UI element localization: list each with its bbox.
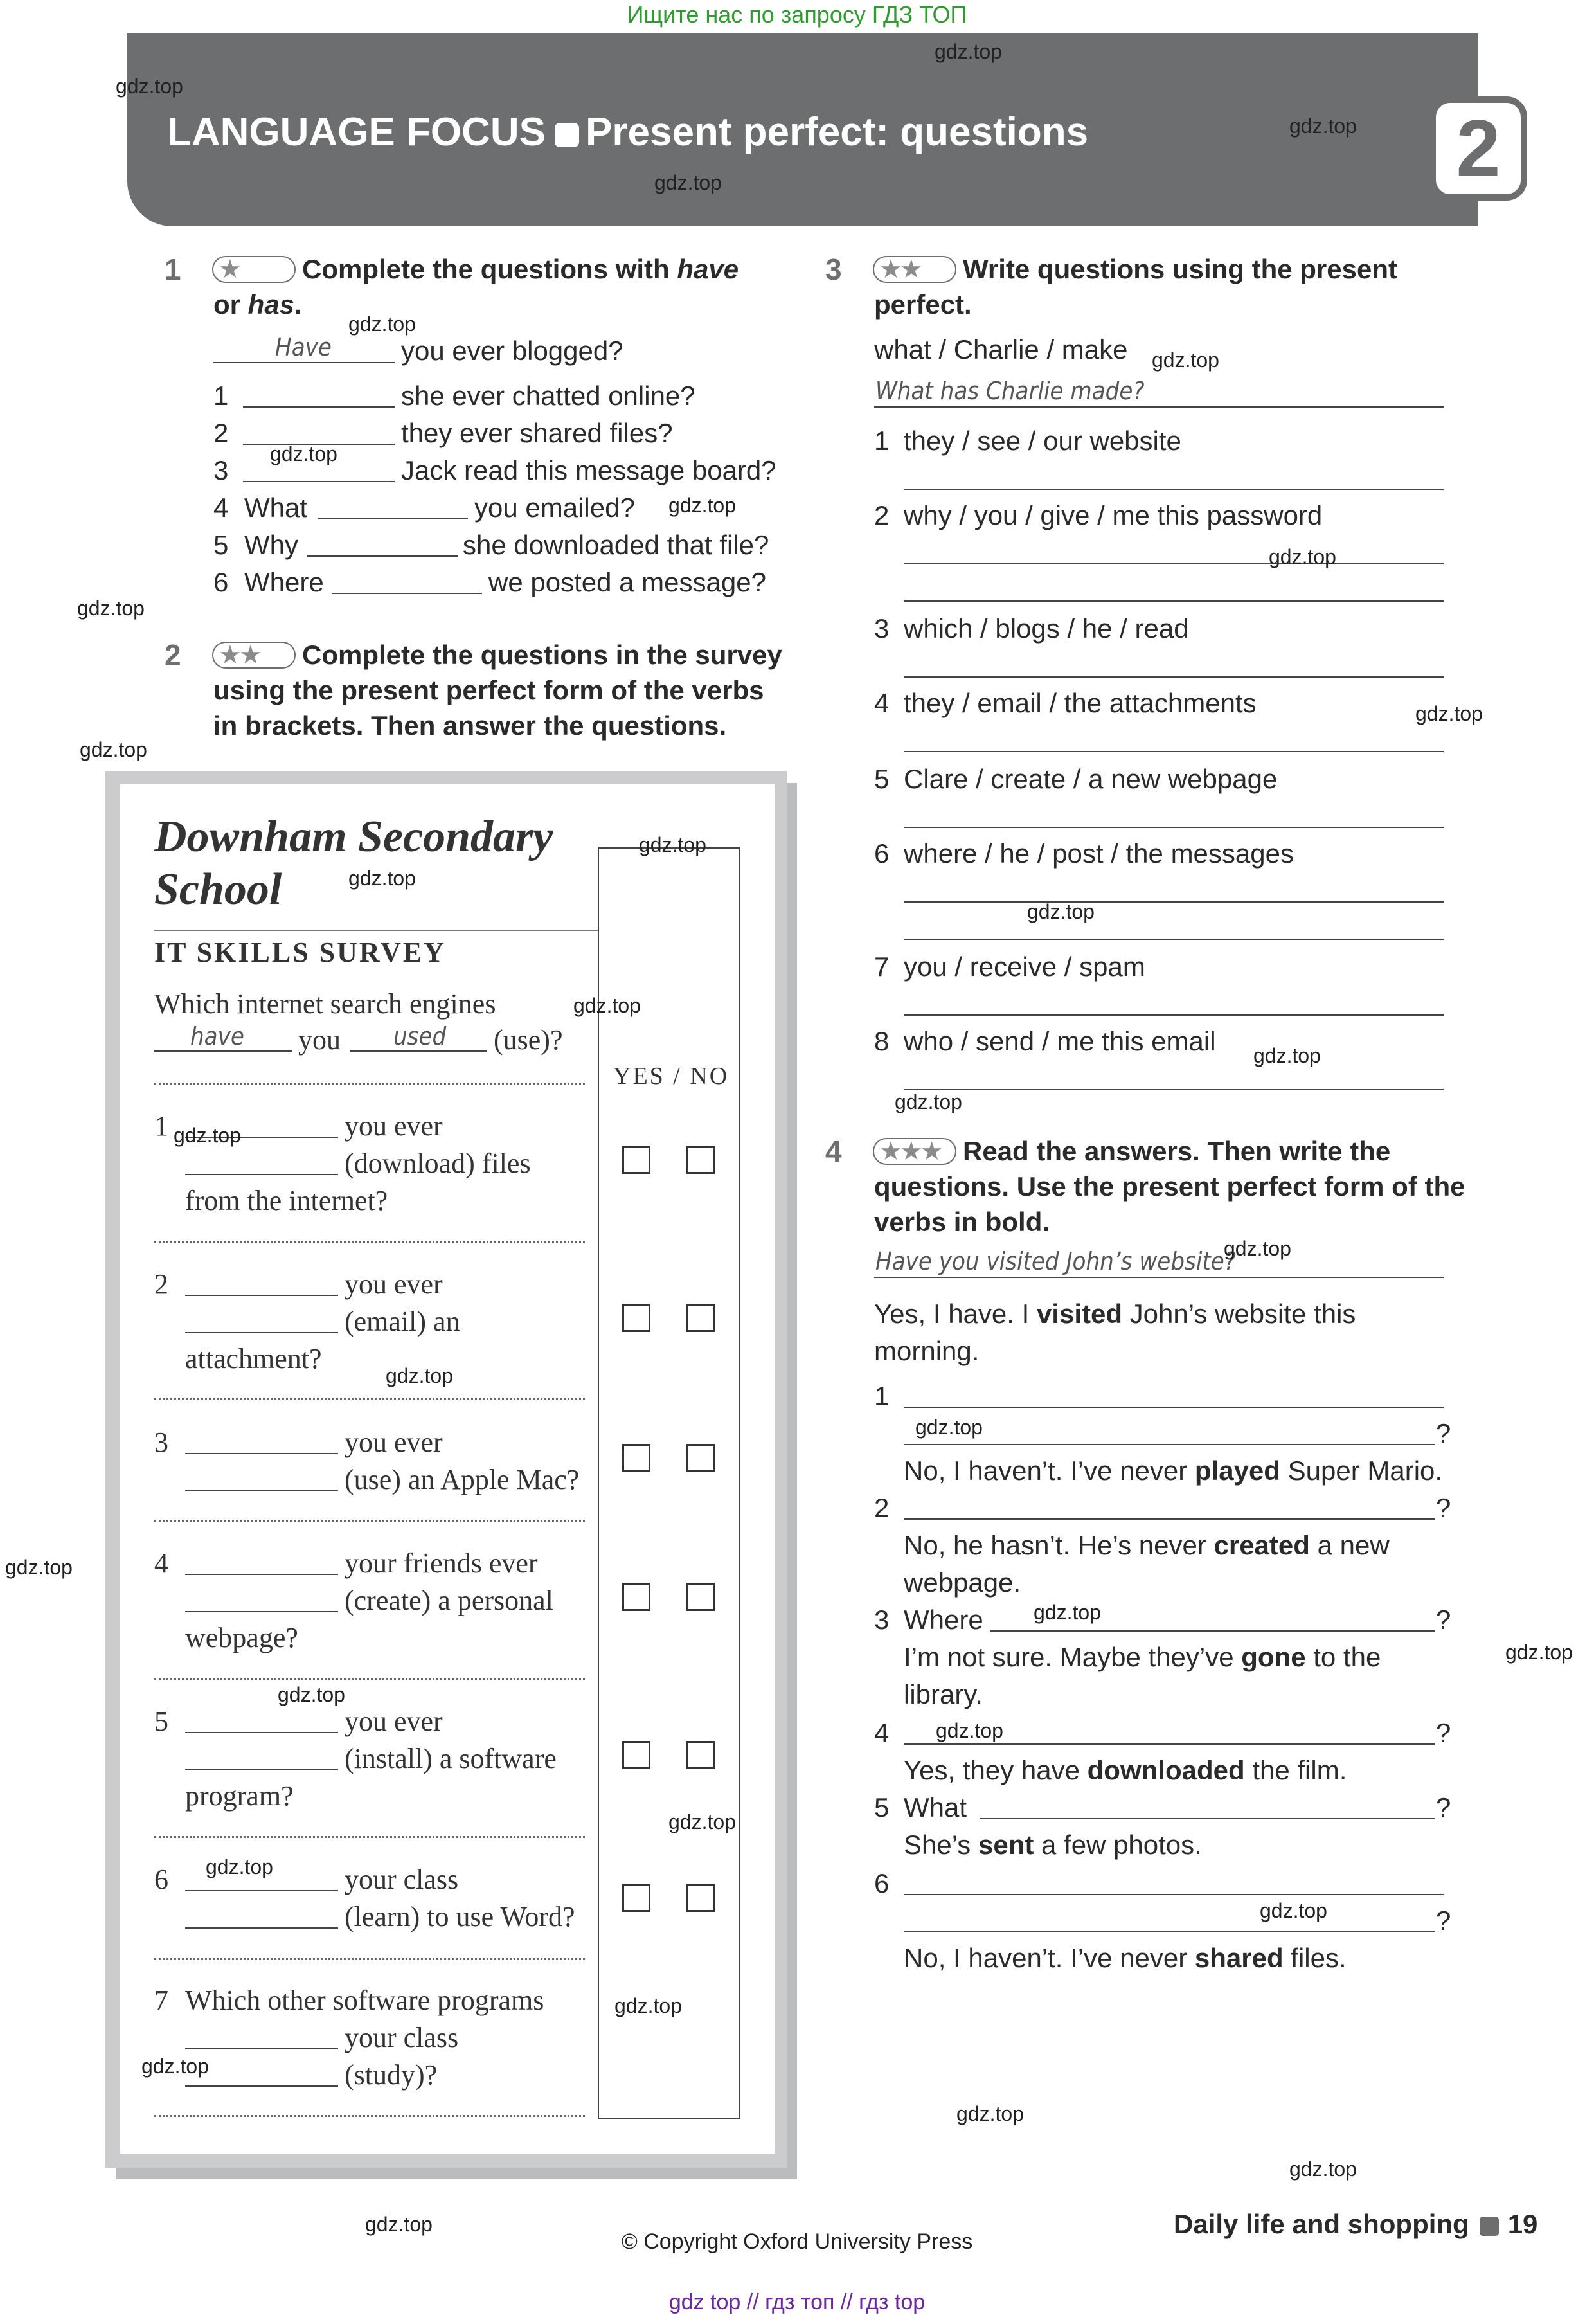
- copyright-notice: © Copyright Oxford University Press: [621, 2229, 973, 2254]
- answer-line[interactable]: [185, 1732, 338, 1733]
- item-number: 2: [154, 1268, 168, 1300]
- example-response-2: morning.: [874, 1336, 980, 1366]
- prompt-text: who / send / me this email: [904, 1026, 1216, 1056]
- no-checkbox[interactable]: [686, 1304, 715, 1332]
- star-icon: ★: [219, 255, 239, 284]
- survey-text: you ever: [345, 1268, 443, 1300]
- item-number: 6: [874, 1868, 890, 1898]
- survey-text: (learn) to use Word?: [345, 1901, 575, 1932]
- answer-line[interactable]: [185, 1574, 338, 1575]
- example-prompt: what / Charlie / make: [874, 334, 1128, 365]
- watermark: gdz.top: [639, 833, 706, 856]
- star-icon: ★★★: [879, 1137, 941, 1166]
- watermark: gdz.top: [80, 738, 147, 761]
- yes-checkbox[interactable]: [622, 1146, 650, 1174]
- answer-line[interactable]: [904, 901, 1444, 903]
- survey-text: program?: [185, 1780, 294, 1812]
- item-number: 8: [874, 1026, 890, 1056]
- watermark: gdz.top: [348, 312, 416, 336]
- difficulty-stars-4: [873, 1138, 956, 1165]
- answer-line[interactable]: [904, 1518, 1435, 1520]
- yes-checkbox[interactable]: [622, 1884, 650, 1912]
- dotted-divider: [154, 1836, 585, 1838]
- answer-line[interactable]: [185, 2048, 338, 2049]
- answer-line[interactable]: [185, 1174, 338, 1175]
- item-number: 4: [154, 1547, 168, 1579]
- survey-text: your class: [345, 2022, 459, 2053]
- item-number: 3: [874, 1605, 890, 1635]
- watermark: gdz.top: [1034, 1601, 1101, 1624]
- answer-line[interactable]: [904, 1931, 1435, 1932]
- exercise-2-instruction-2: using the present perfect form of the verbs: [213, 675, 764, 705]
- exercise-1-number: 1: [165, 253, 181, 286]
- prompt-text: they / see / our website: [904, 426, 1181, 456]
- survey-text: Which other software programs: [185, 1985, 544, 2016]
- unit-number-tab: 2: [1429, 96, 1527, 201]
- bullet-square-icon: [555, 123, 579, 147]
- survey-text: webpage?: [185, 1622, 298, 1653]
- answer-line[interactable]: [904, 489, 1444, 490]
- answer-line[interactable]: [904, 827, 1444, 828]
- item-number: 5: [154, 1706, 168, 1737]
- dotted-divider: [154, 1083, 585, 1085]
- answer-line[interactable]: [350, 1050, 487, 1052]
- survey-text: (use)?: [494, 1024, 563, 1056]
- watermark: gdz.top: [1289, 2157, 1357, 2181]
- answer-line[interactable]: [185, 1490, 338, 1491]
- answer-line[interactable]: [154, 1050, 292, 1052]
- answer-line[interactable]: [980, 1818, 1435, 1819]
- question-word: What: [244, 492, 308, 523]
- survey-text: (create) a personal: [345, 1585, 553, 1616]
- watermark: gdz.top: [77, 597, 145, 620]
- answer-line[interactable]: [904, 676, 1444, 678]
- yes-checkbox[interactable]: [622, 1444, 650, 1472]
- answer-line[interactable]: [990, 1630, 1435, 1632]
- survey-text: you ever: [345, 1706, 443, 1737]
- exercise-1-instruction: Complete the questions with have: [302, 254, 739, 284]
- watermark: gdz.top: [1224, 1237, 1291, 1260]
- exercise-4-instruction: Read the answers. Then write the: [963, 1136, 1391, 1166]
- answer-line[interactable]: [904, 939, 1444, 940]
- dotted-divider: [154, 1678, 585, 1680]
- watermark: gdz.top: [278, 1683, 345, 1706]
- exercise-4-number: 4: [825, 1135, 842, 1168]
- answer-line[interactable]: [874, 406, 1444, 408]
- watermark: gdz.top: [1253, 1044, 1321, 1067]
- survey-text: (install) a software: [345, 1743, 557, 1774]
- item-number: 7: [154, 1985, 168, 2016]
- question-text: she downloaded that file?: [463, 530, 769, 560]
- answer-line[interactable]: [904, 1444, 1435, 1445]
- survey-text: attachment?: [185, 1343, 322, 1374]
- item-number: 6: [213, 567, 229, 597]
- answer-line[interactable]: [213, 362, 395, 363]
- survey-text: (email) an: [345, 1306, 460, 1337]
- item-number: 5: [874, 1792, 890, 1823]
- prompt-text: why / you / give / me this password: [904, 500, 1323, 530]
- watermark: gdz.top: [573, 994, 641, 1017]
- watermark: gdz.top: [1260, 1899, 1327, 1922]
- dotted-divider: [154, 2115, 585, 2117]
- question-word: Where: [904, 1605, 983, 1635]
- no-checkbox[interactable]: [686, 1741, 715, 1769]
- survey-text: you: [298, 1024, 341, 1056]
- watermark: gdz.top: [935, 40, 1002, 63]
- prompt-text: they / email / the attachments: [904, 688, 1257, 718]
- response-text: No, I haven’t. I’ve never shared files.: [904, 1943, 1347, 1973]
- dotted-divider: [154, 1241, 585, 1243]
- exercise-3-number: 3: [825, 253, 842, 286]
- item-number: 6: [874, 838, 890, 869]
- survey-text: (study)?: [345, 2059, 438, 2091]
- exercise-4-instruction-2: questions. Use the present perfect form of the: [874, 1171, 1465, 1202]
- item-number: 5: [874, 764, 890, 794]
- no-checkbox[interactable]: [686, 1444, 715, 1472]
- example-answer: What has Charlie made?: [875, 377, 1145, 405]
- item-number: 1: [874, 1381, 890, 1411]
- yes-checkbox[interactable]: [622, 1741, 650, 1769]
- survey-text: you ever: [345, 1427, 443, 1458]
- prompt-text: which / blogs / he / read: [904, 613, 1189, 644]
- watermark: gdz.top: [386, 1364, 453, 1387]
- watermark: gdz.top: [1269, 545, 1336, 568]
- question-word: Why: [244, 530, 298, 560]
- watermark: gdz.top: [895, 1090, 962, 1113]
- item-number: 4: [874, 1718, 890, 1748]
- watermark: gdz.top: [1027, 900, 1095, 923]
- answer-line[interactable]: [243, 406, 395, 408]
- watermark: gdz.top: [915, 1416, 983, 1439]
- difficulty-stars-1: [212, 256, 296, 283]
- no-checkbox[interactable]: [686, 1146, 715, 1174]
- section-label: LANGUAGE FOCUS: [167, 110, 546, 154]
- difficulty-stars-2: [212, 642, 296, 669]
- example-answer: used: [393, 1022, 447, 1050]
- exercise-2-instruction: Complete the questions in the survey: [302, 640, 782, 670]
- survey-title-2: School: [154, 865, 282, 914]
- answer-line[interactable]: [243, 481, 395, 482]
- page-number: 19: [1507, 2209, 1538, 2239]
- answer-line[interactable]: [904, 1407, 1444, 1408]
- survey-text: you ever: [345, 1110, 443, 1142]
- answer-line[interactable]: [185, 1453, 338, 1454]
- prompt-text: where / he / post / the messages: [904, 838, 1294, 869]
- footer-section: Daily life and shopping 19: [1174, 2209, 1538, 2239]
- item-number: 1: [874, 426, 890, 456]
- dotted-divider: [154, 1520, 585, 1522]
- watermark: gdz.top: [668, 494, 736, 517]
- answer-line[interactable]: [874, 1277, 1444, 1278]
- response-text-2: library.: [904, 1679, 983, 1709]
- survey-text: (use) an Apple Mac?: [345, 1464, 580, 1495]
- answer-line[interactable]: [904, 600, 1444, 602]
- yes-checkbox[interactable]: [622, 1583, 650, 1611]
- watermark: gdz.top: [206, 1855, 273, 1878]
- exercise-3-instruction-2: perfect.: [874, 289, 972, 320]
- response-text: I’m not sure. Maybe they’ve gone to the: [904, 1642, 1381, 1672]
- example-answer: have: [190, 1022, 244, 1050]
- question-mark: ?: [1436, 1718, 1451, 1748]
- answer-line[interactable]: [185, 1332, 338, 1333]
- prompt-text: Clare / create / a new webpage: [904, 764, 1278, 794]
- question-mark: ?: [1436, 1418, 1451, 1448]
- exercise-1-instruction-2: or has.: [213, 289, 302, 320]
- answer-line[interactable]: [318, 518, 468, 519]
- question-word: What: [904, 1792, 967, 1823]
- answer-line[interactable]: [904, 1743, 1435, 1745]
- watermark: gdz.top: [141, 2055, 209, 2078]
- watermark: gdz.top: [956, 2102, 1024, 2125]
- topic-label: Present perfect: questions: [586, 110, 1089, 154]
- item-number: 1: [213, 381, 229, 411]
- survey-example-question: Which internet search engines: [154, 988, 496, 1020]
- question-mark: ?: [1436, 1493, 1451, 1523]
- page-title: [167, 109, 1088, 155]
- example-answer: Have: [275, 333, 332, 361]
- no-checkbox[interactable]: [686, 1884, 715, 1912]
- answer-line[interactable]: [185, 2085, 338, 2087]
- difficulty-stars-3: [873, 256, 956, 283]
- exercise-2-number: 2: [165, 638, 181, 672]
- response-text: No, I haven’t. I’ve never played Super Mario.: [904, 1455, 1443, 1486]
- question-text: she ever chatted online?: [401, 381, 695, 411]
- item-number: 3: [213, 455, 229, 485]
- question-text: Jack read this message board?: [401, 455, 776, 485]
- survey-title: Downham Secondary: [154, 812, 553, 861]
- item-number: 2: [874, 1493, 890, 1523]
- watermark: gdz.top: [1152, 348, 1219, 372]
- watermark: gdz.top: [936, 1719, 1003, 1742]
- survey-text: (download) files: [345, 1148, 531, 1179]
- answer-line[interactable]: [904, 1894, 1444, 1895]
- answer-line[interactable]: [332, 593, 482, 594]
- response-text-2: webpage.: [904, 1567, 1021, 1598]
- item-number: 3: [874, 613, 890, 644]
- top-search-link[interactable]: Ищите нас по запросу ГДЗ ТОП: [627, 1, 967, 28]
- response-text: She’s sent a few photos.: [904, 1830, 1202, 1860]
- title-divider: [154, 930, 598, 931]
- item-number: 2: [213, 418, 229, 448]
- answer-line[interactable]: [904, 1014, 1444, 1016]
- yes-checkbox[interactable]: [622, 1304, 650, 1332]
- exercise-2-instruction-3: in brackets. Then answer the questions.: [213, 710, 727, 741]
- response-text: No, he hasn’t. He’s never created a new: [904, 1530, 1390, 1560]
- question-text: we posted a message?: [488, 567, 766, 597]
- bottom-site-link[interactable]: gdz top // гдз топ // гдз top: [668, 2290, 926, 2314]
- survey-text: from the internet?: [185, 1185, 388, 1216]
- question-word: Where: [244, 567, 324, 597]
- question-mark: ?: [1436, 1792, 1451, 1823]
- answer-line[interactable]: [185, 1611, 338, 1612]
- example-question: you ever blogged?: [401, 336, 623, 366]
- watermark: gdz.top: [1415, 702, 1483, 725]
- question-mark: ?: [1436, 1905, 1451, 1936]
- star-icon: ★★: [219, 641, 260, 669]
- item-number: 4: [874, 688, 890, 718]
- watermark: gdz.top: [5, 1556, 73, 1579]
- item-number: 1: [154, 1110, 168, 1142]
- item-number: 5: [213, 530, 229, 560]
- watermark: gdz.top: [365, 2213, 433, 2236]
- watermark: gdz.top: [116, 75, 183, 98]
- watermark: gdz.top: [270, 442, 337, 465]
- answer-line[interactable]: [185, 1769, 338, 1770]
- question-text: you emailed?: [474, 492, 635, 523]
- survey-text: your friends ever: [345, 1547, 538, 1579]
- dotted-divider: [154, 1958, 585, 1960]
- star-icon: ★★: [879, 255, 920, 284]
- answer-line[interactable]: [904, 1089, 1444, 1090]
- prompt-text: you / receive / spam: [904, 951, 1145, 982]
- item-number: 2: [874, 500, 890, 530]
- header-band: [127, 33, 1478, 226]
- yes-no-header: YES / NO: [613, 1063, 730, 1090]
- survey-text: your class: [345, 1864, 459, 1895]
- watermark: gdz.top: [1505, 1641, 1573, 1664]
- answer-line[interactable]: [904, 563, 1444, 564]
- watermark: gdz.top: [1289, 114, 1357, 138]
- answer-line[interactable]: [904, 751, 1444, 752]
- question-text: they ever shared files?: [401, 418, 673, 448]
- item-number: 6: [154, 1864, 168, 1895]
- survey-subtitle: IT SKILLS SURVEY: [154, 937, 447, 968]
- yes-no-column: [598, 847, 740, 2119]
- watermark: gdz.top: [348, 867, 416, 890]
- item-number: 7: [874, 951, 890, 982]
- answer-line[interactable]: [185, 1890, 338, 1891]
- watermark: gdz.top: [654, 171, 722, 194]
- dotted-divider: [154, 1398, 585, 1400]
- example-response: Yes, I have. I visited John’s website this: [874, 1299, 1356, 1329]
- watermark: gdz.top: [668, 1810, 736, 1833]
- example-answer: Have you visited John’s website?: [875, 1247, 1236, 1275]
- exercise-4-instruction-3: verbs in bold.: [874, 1207, 1050, 1237]
- answer-line[interactable]: [307, 555, 458, 557]
- response-text: Yes, they have downloaded the film.: [904, 1755, 1347, 1785]
- item-number: 3: [154, 1427, 168, 1458]
- no-checkbox[interactable]: [686, 1583, 715, 1611]
- exercise-3-instruction: Write questions using the present: [963, 254, 1397, 284]
- watermark: gdz.top: [174, 1124, 241, 1147]
- watermark: gdz.top: [614, 1994, 682, 2017]
- answer-line[interactable]: [185, 1927, 338, 1929]
- question-mark: ?: [1436, 1605, 1451, 1635]
- item-number: 4: [213, 492, 229, 523]
- answer-line[interactable]: [185, 1295, 338, 1296]
